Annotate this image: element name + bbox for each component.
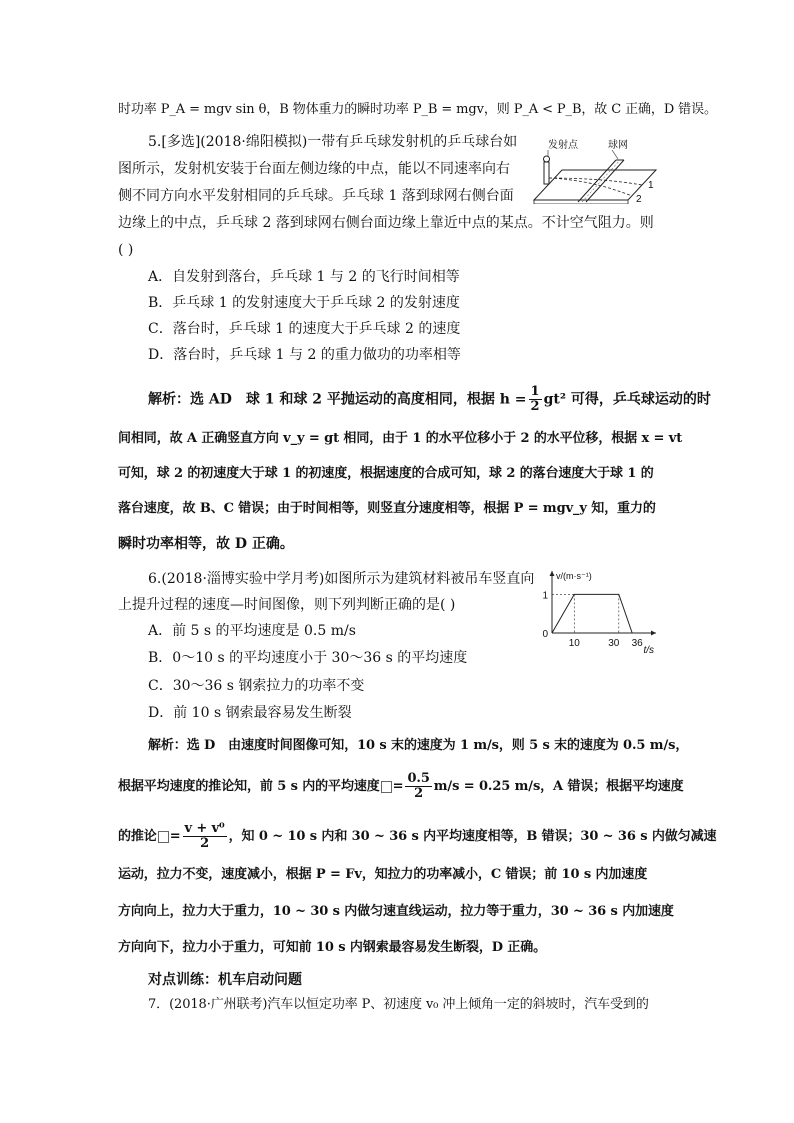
label-ball-2: 2: [636, 194, 642, 204]
missing-glyph-box: [381, 781, 392, 793]
x-tick-label: 10: [568, 638, 580, 649]
x-tick-label: 36: [631, 638, 643, 649]
q6-line: 上提升过程的速度—时间图像，则下列判断正确的是( ): [118, 597, 456, 613]
q5-line: 图所示，发射机安装于台面左侧边缘的中点，能以不同速率向右: [118, 161, 510, 177]
q6-solution-line: 的推论 = $\frac{\text{v + v⁰}}{2}$ ，知 0 ~ 10 s 内和 30 ~ 36 s 内平均速度相等，B 错误；30 ~ 36 s 内做匀减速: [118, 821, 717, 851]
q5-answer-paren: ( ): [118, 242, 134, 258]
q6-option-b: B．0～10 s 的平均速度小于 30～36 s 的平均速度: [148, 650, 468, 666]
sol-text: m/s = 0.25 m/s，A 错误；根据平均速度: [433, 779, 684, 794]
q5-solution-line: 间相同，故 A 正确竖直方向 v_y = gt 相同，由于 1 的水平位移小于 2 的水平位移，根据 x = vt: [118, 431, 683, 446]
text-line: 时功率 P_A = mgv sin θ，B 物体重力的瞬时功率 P_B = mgv，则 P_A < P_B，故 C 正确，D 错误。: [118, 102, 717, 117]
q5-option-d: D．落台时，乒乓球 1 与 2 的重力做功的功率相等: [148, 347, 461, 363]
x-axis-label: t/s: [643, 645, 654, 655]
q5-solution-line: [148, 385, 711, 414]
label-net: 球网: [608, 140, 628, 151]
q5-option-c: C．落台时，乒乓球 1 的速度大于乒乓球 2 的速度: [148, 321, 461, 337]
y-axis-arrow: [550, 571, 555, 576]
q6-line: 6.(2018·淄博实验中学月考)如图所示为建筑材料被吊车竖直向: [148, 571, 535, 587]
frac-den: 2: [200, 836, 210, 851]
q6-solution-line: 解析：选 D 由速度时间图像可知，10 s 末的速度为 1 m/s，则 5 s 末的速度为 0.5 m/s，: [148, 738, 689, 753]
q6-solution-line: 运动，拉力不变，速度减小，根据 P = Fv，知拉力的功率减小，C 错误；前 10 s 内加速度: [118, 867, 648, 882]
q5-line: 侧不同方向水平发射相同的乒乓球。乒乓球 1 落到球网右侧台面: [118, 188, 514, 204]
x-tick-label: 30: [608, 638, 620, 649]
fraction: [183, 822, 227, 851]
y-tick-label: 0: [542, 629, 548, 640]
sol-text: 根据平均速度的推论知，前 5 s 内的平均速度: [118, 779, 380, 794]
q6-solution-line: 根据平均速度的推论知，前 5 s 内的平均速度 = $\frac{0.5}{2}$ m/s = 0.25 m/s，A 错误；根据平均速度: [118, 771, 684, 801]
q5-option-a: A．自发射到落台，乒乓球 1 与 2 的飞行时间相等: [148, 269, 460, 285]
q5-solution-line: 落台速度，故 B、C 错误；由于时间相等，则竖直分速度相等，根据 P = mgv_y 知，重力的: [118, 501, 656, 516]
frac-num: v + v⁰: [184, 821, 225, 836]
q7-line: 7．(2018·广州联考)汽车以恒定功率 P、初速度 v₀ 冲上倾角一定的斜坡时，汽车受到的: [148, 997, 649, 1012]
q6-solution-line: 方向向下，拉力小于重力，可知前 10 s 内钢索最容易发生断裂，D 正确。: [118, 940, 547, 955]
sol-text: ，知 0 ~ 10 s 内和 30 ~ 36 s 内平均速度相等，B 错误；30 ~ 36 s 内做匀减速: [228, 829, 717, 844]
fraction: [405, 772, 431, 801]
frac-num: 1: [530, 384, 540, 399]
q5-option-b: B．乒乓球 1 的发射速度大于乒乓球 2 的发射速度: [148, 295, 460, 311]
sol-text: 解析：选 AD 球 1 和球 2 平抛运动的高度相同，根据 h =: [148, 391, 527, 408]
label-launch-point: 发射点: [548, 140, 578, 151]
label-ball-1: 1: [648, 180, 654, 191]
frac-den: 2: [530, 399, 540, 414]
q5-line: 边缘上的中点，乒乓球 2 落到球网右侧台面边缘上靠近中点的某点。不计空气阻力。则: [118, 215, 654, 231]
q5-solution-line: 可知，球 2 的初速度大于球 1 的初速度，根据速度的合成可知，球 2 的落台速度大于球 1 的: [118, 466, 654, 481]
ping-pong-table-figure: [532, 138, 672, 204]
fraction: [529, 385, 542, 414]
velocity-time-chart: [532, 565, 662, 655]
q5-line: 5.[多选](2018·绵阳模拟)一带有乒乓球发射机的乒乓球台如: [148, 134, 518, 150]
q6-solution-line: 方向向上，拉力大于重力，10 ~ 30 s 内做匀速直线运动，拉力等于重力，30 ~ 36 s 内加速度: [118, 904, 674, 919]
q5-solution-line: 瞬时功率相等，故 D 正确。: [118, 536, 294, 552]
frac-den: 2: [414, 786, 424, 801]
q6-option-c: C．30～36 s 钢索拉力的功率不变: [148, 678, 365, 694]
y-axis-label: v/(m·s⁻¹): [556, 571, 592, 581]
section-heading: 对点训练：机车启动问题: [148, 972, 302, 988]
q6-option-d: D．前 10 s 钢索最容易发生断裂: [148, 705, 352, 721]
sol-text: gt² 可得，乒乓球运动的时: [543, 391, 711, 408]
q6-option-a: A．前 5 s 的平均速度是 0.5 m/s: [148, 623, 356, 639]
velocity-series-line: [552, 594, 632, 633]
x-axis-arrow: [651, 631, 656, 636]
missing-glyph-box: [158, 831, 169, 843]
sol-text: 的推论: [118, 829, 157, 844]
y-tick-label: 1: [542, 590, 548, 602]
frac-num: 0.5: [407, 771, 430, 786]
